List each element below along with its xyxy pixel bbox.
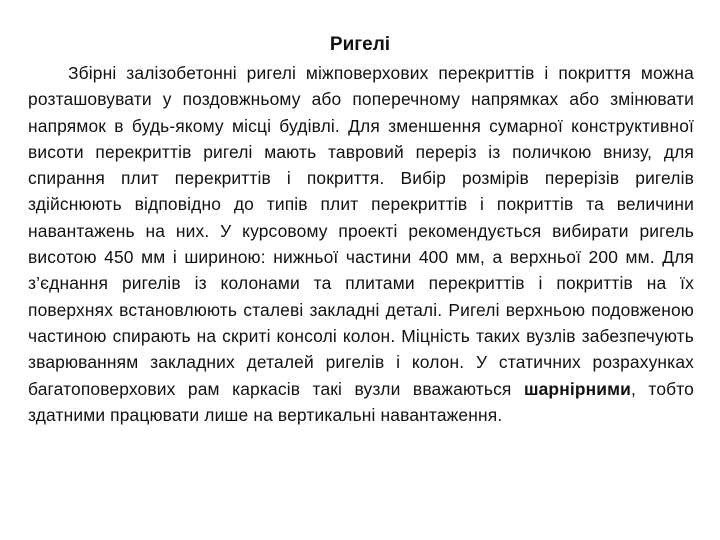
bold-term: шарнірними	[523, 378, 631, 399]
paragraph-text-end: , тобто здатними працювати лише на вертикальні навантаження.	[28, 378, 694, 425]
slide-title: Ригелі	[329, 34, 391, 55]
paragraph-text-start: Збірні залізобетонні ригелі міжповерхових перекриттів і покриття можна розташовувати у поздовжньому або поперечному напрямках або змінювати напрямок в будь-якому місці будівлі. Для зменшення сумарної конструктивної висоти перекриттів ригелі мають тавровий переріз із поличкою внизу, для спирання плит перекриттів і покриття. Вибір розмірів перерізів ригелів здійснюють відповідно до типів плит перекриттів і покриттів та величини навантажень на них. У курсовому проекті рекомендується вибирати ригель висотою 450 мм і шириною: нижньої частини 400 мм, а верхньої 200 мм. Для з’єднання ригелів із колонами та плитами перекриттів і покриттів на їх поверхнях встановлюють сталеві закладні деталі. Ригелі верхньою подовженою частиною спирають на скриті консолі колон. Міцність таких вузлів забезпечують зварюванням закладних деталей ригелів і колон. У статичних розрахунках багатоповерхових рам каркасів такі вузли вважаються	[28, 63, 694, 399]
body-paragraph	[28, 60, 694, 428]
